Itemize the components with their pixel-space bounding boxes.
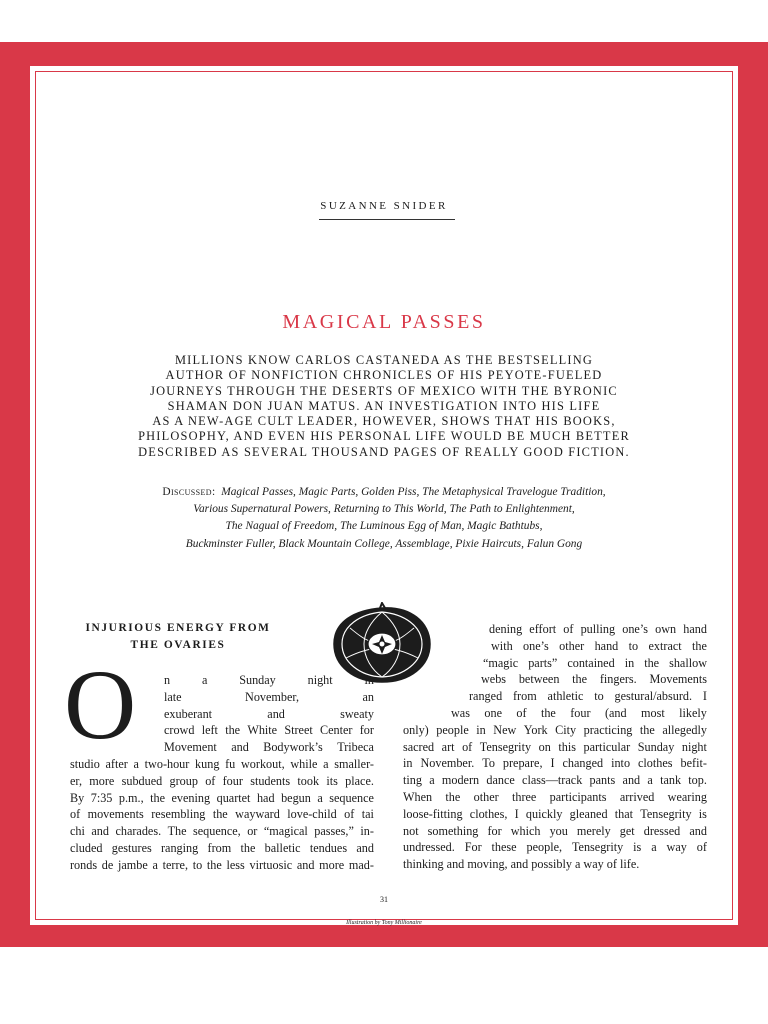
word: more [89,773,115,788]
word: sacred [403,739,435,754]
word: cluded [70,840,103,855]
word: begun [281,790,311,805]
word: modern [441,773,480,788]
text-line [489,621,707,638]
word: City [555,722,577,737]
word: top. [688,773,707,788]
word: other [473,789,499,804]
word: effort [529,622,557,636]
word: 7:35 [90,790,113,805]
word: p.m., [118,790,144,805]
text-line: thinking and moving, and possibly a way of life. [403,857,640,872]
word: gestures [111,840,152,855]
word: chi [70,824,85,839]
word: the [644,655,660,670]
word: hand [683,622,707,636]
word: the [445,789,461,804]
word: extract [648,638,682,653]
word: passes,” [314,824,354,839]
text-line [164,672,374,689]
discussed-items: Magical Passes, Magic Parts, Golden Piss, The Metaphysical Travelogue Tradition, [221,486,606,498]
word: changed [562,756,604,771]
word: participants [549,789,607,804]
word: of [563,622,574,636]
word: Movements [649,672,707,687]
text-line [164,722,374,739]
word: clothes, [469,806,508,821]
text-line [164,689,374,706]
word: shallow [669,655,707,670]
discussed-line: The Nagual of Freedom, The Luminous Egg of Man, Magic Bathtubs, [225,520,543,533]
author-byline: SUZANNE SNIDER [320,200,448,212]
word: a [152,857,158,872]
word: n [164,673,171,687]
word: to [594,689,604,704]
text-line [483,655,707,672]
word: three [511,789,537,804]
word: tank [660,773,682,788]
word: left [201,723,218,738]
word: while [290,756,318,771]
word: parts” [528,655,558,670]
word: wayward [235,807,280,822]
word: students [250,773,291,788]
word: between [518,672,560,687]
section-heading-line: THE OVARIES [130,638,226,651]
word: on [538,739,551,754]
word: quickly [525,806,563,821]
deck-line: AS A NEW-AGE CULT LEADER, HOWEVER, SHOWS THAT HIS BOOKS, [152,414,616,429]
word: tendues [309,840,348,855]
word: took [297,773,320,788]
word: in [476,722,486,737]
word: get [619,823,635,838]
text-line [403,772,707,789]
discussed-line: Buckminster Fuller, Black Mountain College, Assemblage, Pixie Haircuts, Falun Gong [185,537,583,550]
discussed-line: Various Supernatural Powers, Returning to This World, The Path to Enlightenment, [193,503,575,516]
word: jambe [118,857,148,872]
word: White [247,723,278,738]
page-number: 31 [380,895,388,904]
word: likely [679,705,707,720]
word: the [692,638,707,653]
word: a [317,790,323,805]
word: crowd [164,723,195,738]
word: an [362,689,374,704]
word: and [622,773,641,788]
word: four [222,773,243,788]
word: and [231,740,249,755]
word: loose-fitting [403,806,463,821]
word: gleaned [569,806,608,821]
word: resembling [151,807,206,822]
word: late [164,689,182,704]
word: “magical [263,824,308,839]
discussed-label: Discussed: [162,486,216,498]
word: is [698,806,707,821]
word: sequence [329,790,374,805]
word: merely [576,823,611,838]
word: dening [489,622,523,636]
word: I [702,689,707,704]
word: For [464,840,482,855]
word: of [70,807,81,822]
word: workout, [240,756,285,771]
word: er, [70,773,83,788]
deck-line: DESCRIBED AS SEVERAL THOUSAND PAGES OF REALLY GOOD FICTION. [138,444,630,459]
word: arrived [619,789,655,804]
word: that [614,806,634,821]
deck-line: AUTHOR OF NONFICTION CHRONICLES OF HIS PEYOTE-FUELED [165,368,603,383]
word: Tribeca [337,740,374,755]
word: its [326,773,338,788]
word: balletic [264,840,301,855]
word: after [105,756,128,771]
word: undressed. [403,840,455,855]
word: the [540,705,556,720]
word: which [510,823,541,838]
word: gestural/absurd. [614,689,693,704]
word: ronds [70,857,98,872]
word: prepare, [502,756,543,771]
word: the [572,672,588,687]
word: sequence, [193,824,241,839]
word: allegedly [662,722,707,737]
deck-line: JOURNEYS THROUGH THE DESERTS OF MEXICO WITH THE BYRONIC [150,383,618,398]
word: November, [245,689,300,704]
word: the [225,723,241,738]
text-line [164,739,374,756]
word: a [133,756,139,771]
right-text-column [403,621,707,873]
word: de [101,857,114,872]
word: I [550,756,555,771]
word: not [403,823,419,838]
word: people, [526,840,563,855]
word: tai [361,807,374,822]
text-line [70,790,374,807]
word: class—track [522,773,583,788]
word: is [633,840,642,855]
word: Center [320,723,353,738]
word: New [493,722,517,737]
word: pants [589,773,616,788]
word: dance [486,773,515,788]
word: “magic [483,655,519,670]
drop-cap: O [64,649,137,760]
word: Bodywork’s [263,740,323,755]
word: Sunday [637,739,675,754]
word: two-hour [144,756,190,771]
text-line [403,823,707,840]
word: from [207,840,232,855]
word: To [482,756,495,771]
word: fu [225,756,236,771]
word: webs [481,672,507,687]
word: (and [604,705,627,720]
word: something [427,823,479,838]
word: Movement [164,740,217,755]
word: fingers. [599,672,637,687]
word: one [484,705,502,720]
word: quartet [216,790,251,805]
word: smaller- [334,756,374,771]
word: wearing [667,789,707,804]
text-line [403,722,707,739]
word: one’s [622,622,648,636]
section-heading-line: INJURIOUS ENERGY FROM [85,622,271,634]
word: the [206,857,222,872]
word: evening [171,790,211,805]
word: with [491,638,513,653]
word: other [559,638,585,653]
text-line [403,739,707,756]
word: place. [345,773,374,788]
word: Tensegrity [571,840,624,855]
text-line [481,671,707,688]
word: more [319,857,345,872]
word: athletic [547,689,584,704]
discussed-list [90,484,678,553]
word: studio [70,756,100,771]
word: you [549,823,568,838]
byline-underline [319,219,455,220]
text-line [469,688,707,705]
word: particular [583,739,631,754]
word: a [429,773,435,788]
word: Street [284,723,313,738]
word: less [226,857,245,872]
word: into [611,756,631,771]
word: charades. [115,824,162,839]
word: Tensegrity [479,739,532,754]
text-line [70,840,374,857]
word: to [192,857,203,872]
word: and [356,840,374,855]
word: kung [195,756,220,771]
word: this [558,739,576,754]
word: ranged [469,689,503,704]
word: I [514,806,519,821]
word: mad- [348,857,374,872]
word: exuberant [164,706,213,721]
word: and [91,824,109,839]
word: in- [360,824,374,839]
word: practicing [583,722,633,737]
article-deck [120,353,648,460]
deck-line: SHAMAN DON JUAN MATUS. AN INVESTIGATION INTO HIS LIFE [167,398,601,413]
word: of [516,705,527,720]
word: of [205,773,216,788]
word: had [256,790,275,805]
word: in [364,673,374,687]
word: a [651,840,657,855]
word: movements [87,807,144,822]
deck-line: MILLIONS KNOW CARLOS CASTANEDA AS THE BESTSELLING [174,353,594,367]
word: night [681,739,707,754]
word: terre, [162,857,188,872]
word: most [641,705,665,720]
article-title: MAGICAL PASSES [282,311,486,333]
text-line [70,823,374,840]
left-text-column [70,672,374,874]
text-line [70,773,374,790]
word: and [689,823,707,838]
word: dressed [643,823,681,838]
text-line [403,789,707,806]
word: November. [420,756,475,771]
word: love-child [287,807,337,822]
word: people [436,722,469,737]
illustration-credit: Illustration by Tony Millionaire [346,920,422,926]
word: group [169,773,198,788]
word: and [267,706,285,721]
text-line [164,706,374,723]
word: contained [567,655,615,670]
word: of [344,807,355,822]
word: of [696,840,707,855]
word: When [403,789,433,804]
text-line [403,755,707,772]
word: the [240,840,256,855]
word: in [403,756,413,771]
red-border-frame [0,42,768,947]
word: way [666,840,687,855]
word: a [323,756,329,771]
text-line [70,756,374,773]
word: hand [594,638,619,653]
text-line [403,806,707,823]
word: subdued [121,773,163,788]
magazine-page [30,66,738,925]
text-line [491,638,707,655]
word: Sunday [239,673,276,687]
word: own [655,622,677,636]
discussed-line [90,484,678,501]
word: for [487,823,502,838]
word: The [167,824,187,839]
word: the [212,807,228,822]
word: four [570,705,591,720]
word: befit- [680,756,707,771]
word: sweaty [340,706,374,721]
word: the [639,722,655,737]
text-line [70,806,374,823]
word: clothes [638,756,673,771]
word: a [201,673,208,687]
word: the [150,790,166,805]
word: a [647,773,653,788]
word: night [307,673,333,687]
word: ranging [161,840,199,855]
word: and [296,857,315,872]
text-line [451,705,707,722]
word: from [513,689,537,704]
word: one’s [523,638,549,653]
deck-line: PHILOSOPHY, AND EVEN HIS PERSONAL LIFE WOULD BE MUCH BETTER [138,429,630,444]
word: of [462,739,473,754]
word: these [491,840,517,855]
word: only) [403,722,429,737]
word: in [624,655,635,670]
text-line [70,857,374,874]
word: pulling [580,622,616,636]
word: or [247,824,258,839]
word: York [523,722,548,737]
word: art [441,739,455,754]
word: virtuosic [249,857,293,872]
word: was [451,705,470,720]
word: By [70,790,85,805]
text-line [403,839,707,856]
word: for [359,723,374,738]
word: Tensegrity [640,806,692,821]
word: ting [403,773,422,788]
word: to [628,638,639,653]
